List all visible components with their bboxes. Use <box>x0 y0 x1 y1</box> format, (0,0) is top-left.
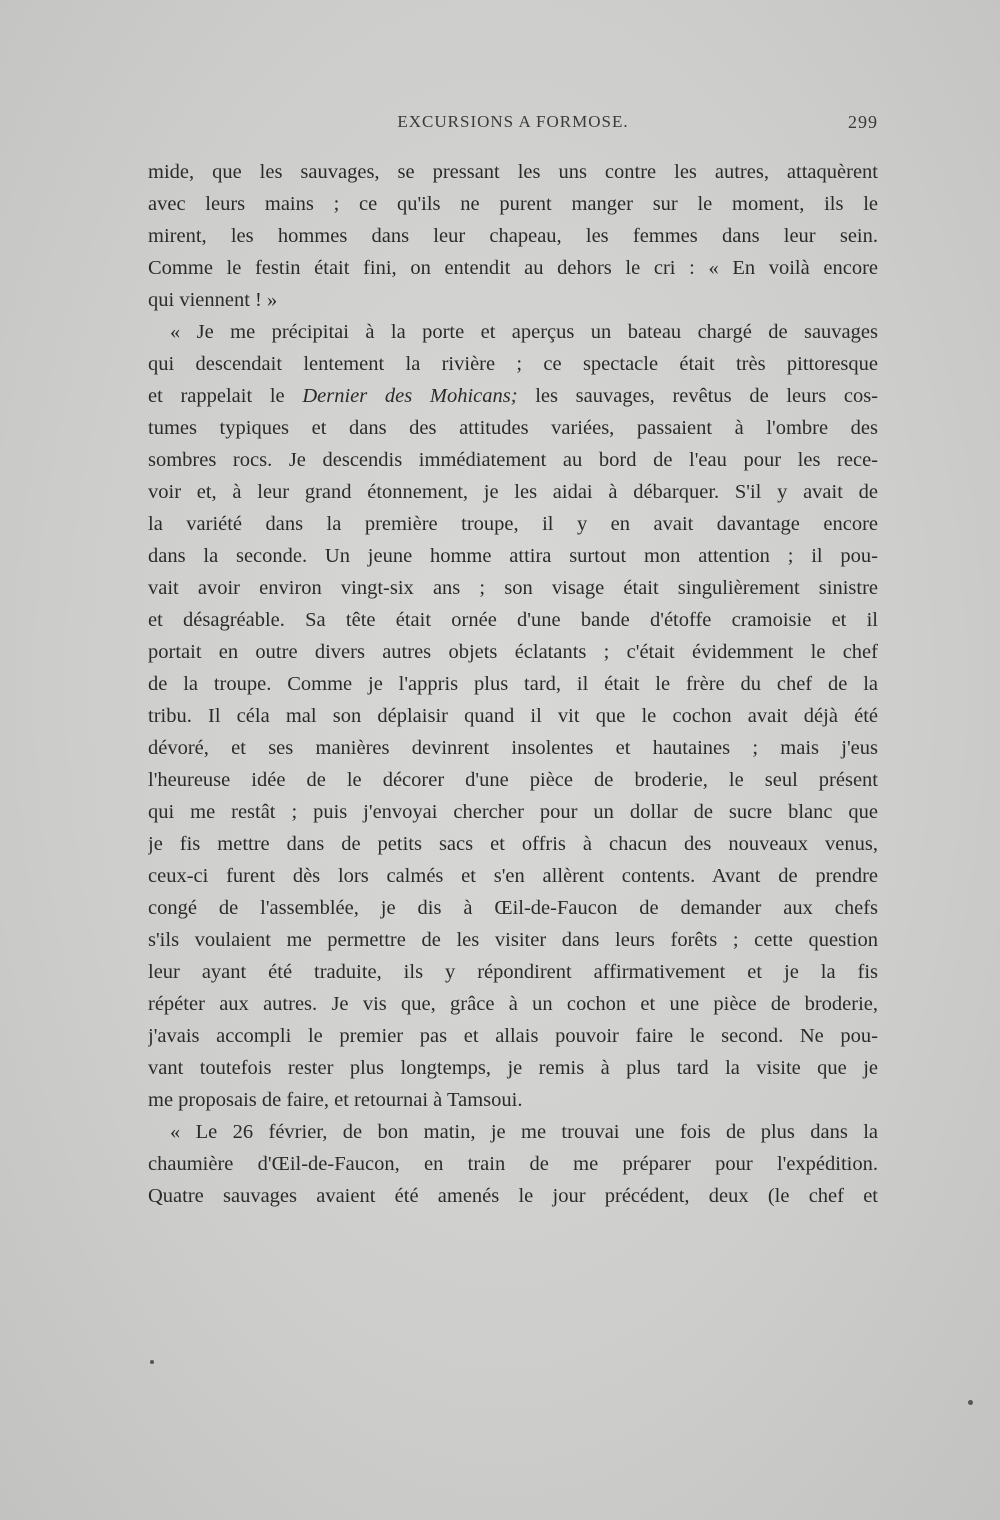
text-line: mide, que les sauvages, se pressant les uns contre les autres, attaquèrent <box>148 161 878 183</box>
text-line: dévoré, et ses manières devinrent insolentes et hautaines ; mais j'eus <box>148 737 878 759</box>
text-line: vant toutefois rester plus longtemps, je remis à plus tard la visite que je <box>148 1057 878 1079</box>
text-line: mirent, les hommes dans leur chapeau, les femmes dans leur sein. <box>148 225 878 247</box>
paper-speck <box>968 1400 973 1405</box>
text-line: qui me restât ; puis j'envoyai chercher pour un dollar de sucre blanc que <box>148 801 878 823</box>
text-segment: et rappelait le <box>148 385 303 407</box>
text-line: tumes typiques et dans des attitudes variées, passaient à l'ombre des <box>148 417 878 439</box>
text-line: « Je me précipitai à la porte et aperçus un bateau chargé de sauvages <box>170 321 878 343</box>
text-line: sombres rocs. Je descendis immédiatement au bord de l'eau pour les rece- <box>148 449 878 471</box>
text-line: la variété dans la première troupe, il y en avait davantage encore <box>148 513 878 535</box>
text-line: voir et, à leur grand étonnement, je les aidai à débarquer. S'il y avait de <box>148 481 878 503</box>
text-segment: les sauvages, revêtus de leurs cos- <box>517 385 878 407</box>
book-title-italic: Dernier des Mohicans; <box>302 385 518 407</box>
text-line <box>148 380 878 412</box>
text-line: je fis mettre dans de petits sacs et offris à chacun des nouveaux venus, <box>148 833 878 855</box>
text-line: s'ils voulaient me permettre de les visiter dans leurs forêts ; cette question <box>148 929 878 951</box>
text-line: Comme le festin était fini, on entendit au dehors le cri : « En voilà encore <box>148 257 878 279</box>
text-line: ceux-ci furent dès lors calmés et s'en allèrent contents. Avant de prendre <box>148 865 878 887</box>
text-line: tribu. Il céla mal son déplaisir quand il vit que le cochon avait déjà été <box>148 705 878 727</box>
text-line: « Le 26 février, de bon matin, je me trouvai une fois de plus dans la <box>170 1121 878 1143</box>
text-line: répéter aux autres. Je vis que, grâce à un cochon et une pièce de broderie, <box>148 993 878 1015</box>
paper-speck <box>150 1360 154 1364</box>
text-line: et désagréable. Sa tête était ornée d'une bande d'étoffe cramoisie et il <box>148 609 878 631</box>
text-line: me proposais de faire, et retournai à Tamsoui. <box>148 1089 523 1111</box>
text-line: j'avais accompli le premier pas et allais pouvoir faire le second. Ne pou- <box>148 1025 878 1047</box>
text-line: congé de l'assemblée, je dis à Œil-de-Faucon de demander aux chefs <box>148 897 878 919</box>
page-number: 299 <box>848 112 878 132</box>
text-line: avec leurs mains ; ce qu'ils ne purent manger sur le moment, ils le <box>148 193 878 215</box>
running-title: EXCURSIONS A FORMOSE. <box>397 112 629 131</box>
text-line: portait en outre divers autres objets éclatants ; c'était évidemment le chef <box>148 641 878 663</box>
text-line: dans la seconde. Un jeune homme attira surtout mon attention ; il pou- <box>148 545 878 567</box>
text-line: qui viennent ! » <box>148 289 278 311</box>
text-line: chaumière d'Œil-de-Faucon, en train de me préparer pour l'expédition. <box>148 1153 878 1175</box>
text-line: l'heureuse idée de le décorer d'une pièce de broderie, le seul présent <box>148 769 878 791</box>
text-line: leur ayant été traduite, ils y répondirent affirmativement et je la fis <box>148 961 878 983</box>
text-line: de la troupe. Comme je l'appris plus tard, il était le frère du chef de la <box>148 673 878 695</box>
text-line: Quatre sauvages avaient été amenés le jour précédent, deux (le chef et <box>148 1185 878 1207</box>
text-line: vait avoir environ vingt-six ans ; son visage était singulièrement sinistre <box>148 577 878 599</box>
text-line: qui descendait lentement la rivière ; ce spectacle était très pittoresque <box>148 353 878 375</box>
body-text <box>148 156 878 1212</box>
running-head <box>148 112 878 136</box>
